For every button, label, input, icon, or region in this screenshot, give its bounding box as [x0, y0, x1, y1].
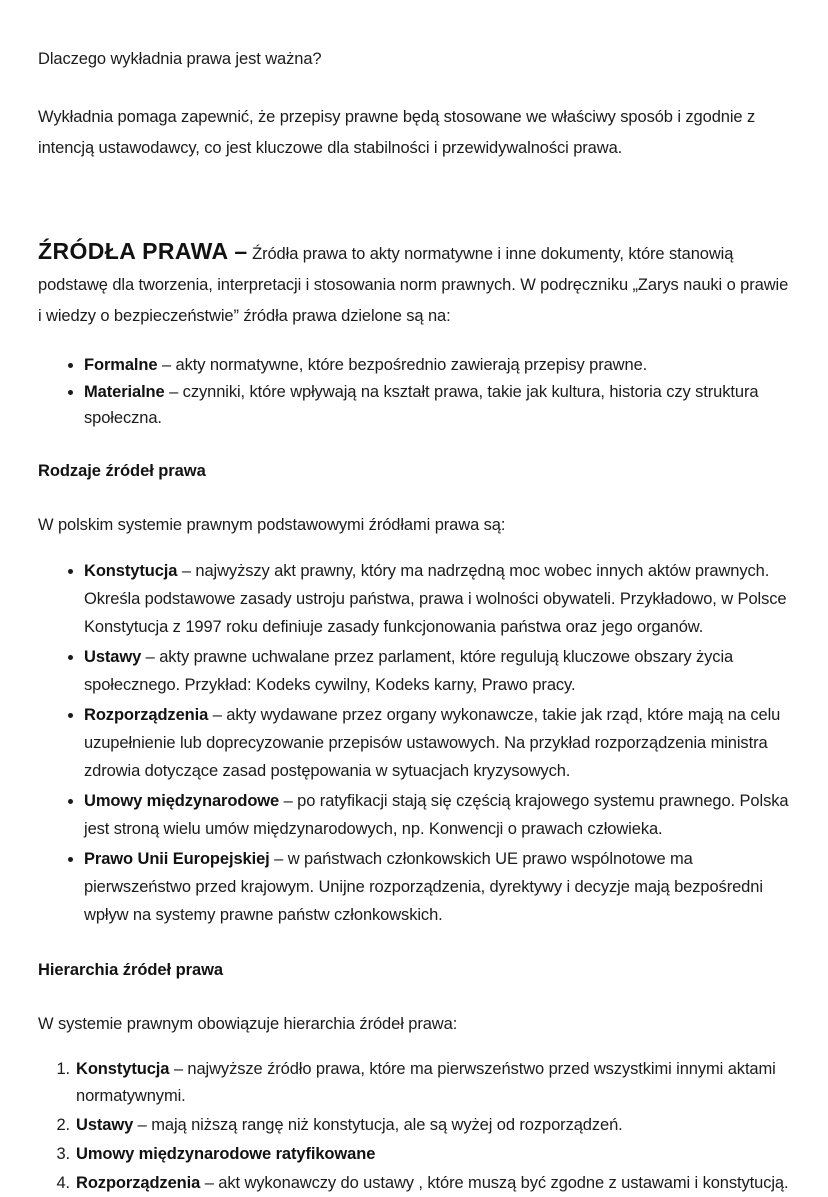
- list-item-text: po ratyfikacji stają się częścią krajowego systemu prawnego. Polska jest stroną wielu umów międzynarodowych, np. Konwencji o prawach człowieka.: [84, 792, 789, 838]
- hierarchy-heading: Hierarchia źródeł prawa: [38, 961, 224, 979]
- list-item-text: najwyższe źródło prawa, które ma pierwszeństwo przed wszystkimi innymi aktami normatywnymi.: [76, 1060, 776, 1105]
- list-item-dash: –: [169, 383, 179, 401]
- list-item-dash: –: [137, 1116, 147, 1134]
- list-item-text: akty prawne uchwalane przez parlament, które regulują kluczowe obszary życia społecznego. Przykład: Kodeks cywilny, Kodeks karny, Prawo pracy.: [84, 648, 734, 694]
- spacer: [38, 75, 790, 102]
- list-item-dash: –: [204, 1174, 214, 1192]
- list-item: [38, 1056, 790, 1110]
- intro-question: Dlaczego wykładnia prawa jest ważna?: [38, 50, 322, 68]
- list-item-term: Ustawy: [84, 648, 142, 666]
- spacer: [38, 541, 790, 557]
- list-item-dash: –: [274, 850, 284, 868]
- list-item-term: Konstytucja: [84, 562, 178, 580]
- spacer: [38, 983, 790, 1009]
- list-item-dash: –: [161, 356, 172, 374]
- types-intro: W polskim systemie prawnym podstawowymi źródłami prawa są:: [38, 516, 506, 534]
- list-item: [38, 1170, 790, 1197]
- spacer: [38, 484, 790, 510]
- list-item: [68, 379, 790, 431]
- sources-lead-text: Źródła prawa to akty normatywne i inne dokumenty, które stanowią podstawę dla tworzenia, interpretacji i stosowania norm prawnych. W podręczniku „Zarys nauki o prawie i wiedzy o bezpieczeństwie” źródła prawa dzielone są na:: [38, 245, 789, 325]
- list-item-text: w państwach członkowskich UE prawo wspólnotowe ma pierwszeństwo przed krajowym. Unijne rozporządzenia, dyrektywy i decyzje mają bezpośredni wpływ na systemy prawne państw członkowskich.: [84, 850, 763, 924]
- list-item-text: akt wykonawczy do ustawy , które muszą być zgodne z ustawami i konstytucją.: [218, 1174, 789, 1192]
- hierarchy-list: [38, 1056, 790, 1197]
- list-item-term: Formalne: [84, 356, 158, 374]
- list-item-term: Konstytucja: [76, 1060, 170, 1078]
- list-item-dash: –: [283, 792, 293, 810]
- list-item: [68, 352, 790, 378]
- list-item: [68, 787, 790, 843]
- document-content: [38, 44, 790, 1197]
- list-item-dash: –: [173, 1060, 183, 1078]
- sources-lead-paragraph: [38, 236, 790, 332]
- list-item-text: czynniki, które wpływają na kształt prawa, takie jak kultura, historia czy struktura społeczna.: [84, 383, 759, 427]
- list-item: [68, 701, 790, 785]
- list-item-dash: –: [145, 648, 155, 666]
- list-item-dash: –: [181, 562, 191, 580]
- spacer: [38, 432, 790, 458]
- sources-heading: ŹRÓDŁA PRAWA –: [38, 238, 248, 264]
- list-item: [68, 845, 790, 929]
- sources-division-list: [38, 352, 790, 431]
- spacer: [38, 1040, 790, 1056]
- list-item-text: akty normatywne, które bezpośrednio zawierają przepisy prawne.: [175, 356, 648, 374]
- spacer: [38, 931, 790, 957]
- spacer: [38, 332, 790, 352]
- list-item: [38, 1141, 790, 1168]
- list-item-term: Umowy międzynarodowe: [84, 792, 280, 810]
- types-heading: Rodzaje źródeł prawa: [38, 462, 206, 480]
- list-item-dash: –: [212, 706, 222, 724]
- list-item-term: Prawo Unii Europejskiej: [84, 850, 270, 868]
- list-item-text: akty wydawane przez organy wykonawcze, takie jak rząd, które mają na celu uzupełnienie lub doprecyzowanie przepisów ustawowych. Na przykład rozporządzenia ministra zdrowia dotyczące zasad postępowania w sytuacjach kryzysowych.: [84, 706, 781, 780]
- list-item-term: Rozporządzenia: [84, 706, 209, 724]
- list-item-text: najwyższy akt prawny, który ma nadrzędną moc wobec innych aktów prawnych. Określa podstawowe zasady ustroju państwa, prawa i wolności obywateli. Przykładowo, w Polsce Konstytucja z 1997 roku definiuje zasady funkcjonowania państwa oraz jego organów.: [84, 562, 787, 636]
- spacer: [38, 164, 790, 236]
- list-item: [38, 1112, 790, 1139]
- list-item: [68, 643, 790, 699]
- list-item-term: Materialne: [84, 383, 165, 401]
- list-item-text: mają niższą rangę niż konstytucja, ale są wyżej od rozporządzeń.: [151, 1116, 623, 1134]
- list-item-term: Rozporządzenia: [76, 1174, 201, 1192]
- intro-answer: Wykładnia pomaga zapewnić, że przepisy prawne będą stosowane we właściwy sposób i zgodnie z intencją ustawodawcy, co jest kluczowe dla stabilności i przewidywalności prawa.: [38, 108, 756, 157]
- list-item: [68, 557, 790, 641]
- types-list: [38, 557, 790, 929]
- list-item-term: Umowy międzynarodowe ratyfikowane: [76, 1145, 376, 1163]
- hierarchy-intro: W systemie prawnym obowiązuje hierarchia źródeł prawa:: [38, 1015, 458, 1033]
- list-item-term: Ustawy: [76, 1116, 134, 1134]
